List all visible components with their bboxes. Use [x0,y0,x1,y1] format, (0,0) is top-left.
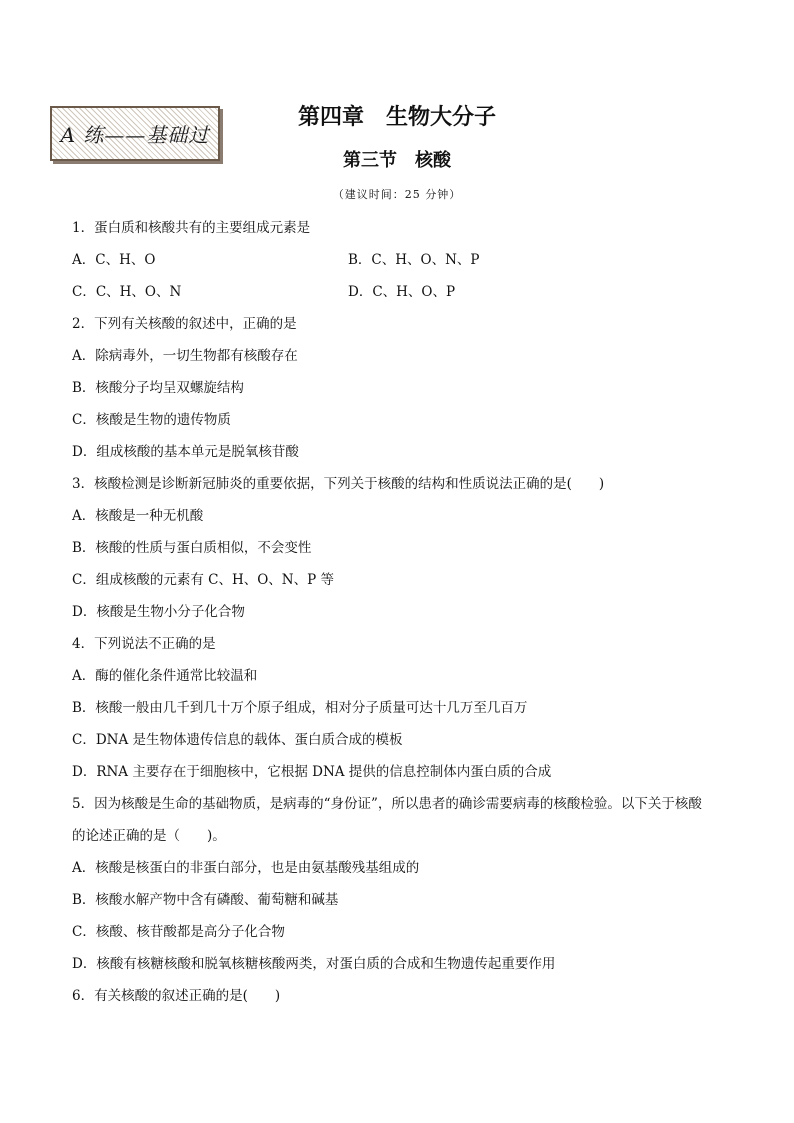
question-5-stem-line-2: 的论述正确的是（ )。 [72,828,226,844]
suggested-time-note: （建议时间：25 分钟） [332,188,462,201]
badge-label: A 练——基础过 [60,123,210,147]
question-2-option-d: D．组成核酸的基本单元是脱氧核苷酸 [72,444,299,460]
question-4-option-d: D．RNA 主要存在于细胞核中，它根据 DNA 提供的信息控制体内蛋白质的合成 [72,764,552,780]
question-list [72,212,732,1012]
question-2-option-a: A．除病毒外，一切生物都有核酸存在 [72,348,298,364]
question-5-option-c: C．核酸、核苷酸都是高分子化合物 [72,924,285,940]
question-2-stem: 2．下列有关核酸的叙述中，正确的是 [72,316,297,332]
section-title: 第三节 核酸 [343,150,451,171]
question-1-options-row-2 [72,276,732,308]
question-1-stem: 1．蛋白质和核酸共有的主要组成元素是 [72,220,311,236]
question-3-option-a: A．核酸是一种无机酸 [72,508,204,524]
question-2-option-c: C．核酸是生物的遗传物质 [72,412,231,428]
question-5-option-b: B．核酸水解产物中含有磷酸、葡萄糖和碱基 [72,892,339,908]
question-3-option-d: D．核酸是生物小分子化合物 [72,604,245,620]
question-4-option-c: C．DNA 是生物体遗传信息的载体、蛋白质合成的模板 [72,732,403,748]
question-1-option-a: A．C、H、O [72,252,156,268]
chapter-title [0,100,794,131]
question-4-option-b: B．核酸一般由几千到几十万个原子组成，相对分子质量可达十几万至几百万 [72,700,528,716]
question-1-option-c: C．C、H、O、N [72,284,182,300]
question-5-stem-line-1: 5．因为核酸是生命的基础物质，是病毒的“身份证”，所以患者的确诊需要病毒的核酸检验。以下关于核酸 [72,796,702,812]
question-6-stem: 6．有关核酸的叙述正确的是( ) [72,988,281,1004]
question-3-stem: 3．核酸检测是诊断新冠肺炎的重要依据，下列关于核酸的结构和性质说法正确的是( ) [72,476,605,492]
question-4-option-a: A．酶的催化条件通常比较温和 [72,668,258,684]
question-3-option-b: B．核酸的性质与蛋白质相似，不会变性 [72,540,312,556]
question-1-option-b: B．C、H、O、N、P [348,252,480,268]
question-1-option-d: D．C、H、O、P [348,284,456,300]
question-1-options-row-1 [72,244,732,276]
question-3-option-c: C．组成核酸的元素有 C、H、O、N、P 等 [72,572,334,588]
question-5-option-a: A．核酸是核蛋白的非蛋白部分，也是由氨基酸残基组成的 [72,860,420,876]
question-5-option-d: D．核酸有核糖核酸和脱氧核糖核酸两类，对蛋白质的合成和生物遗传起重要作用 [72,956,556,972]
chapter-title-text: 第四章 生物大分子 [297,105,496,130]
question-4-stem: 4．下列说法不正确的是 [72,636,216,652]
question-2-option-b: B．核酸分子均呈双螺旋结构 [72,380,244,396]
